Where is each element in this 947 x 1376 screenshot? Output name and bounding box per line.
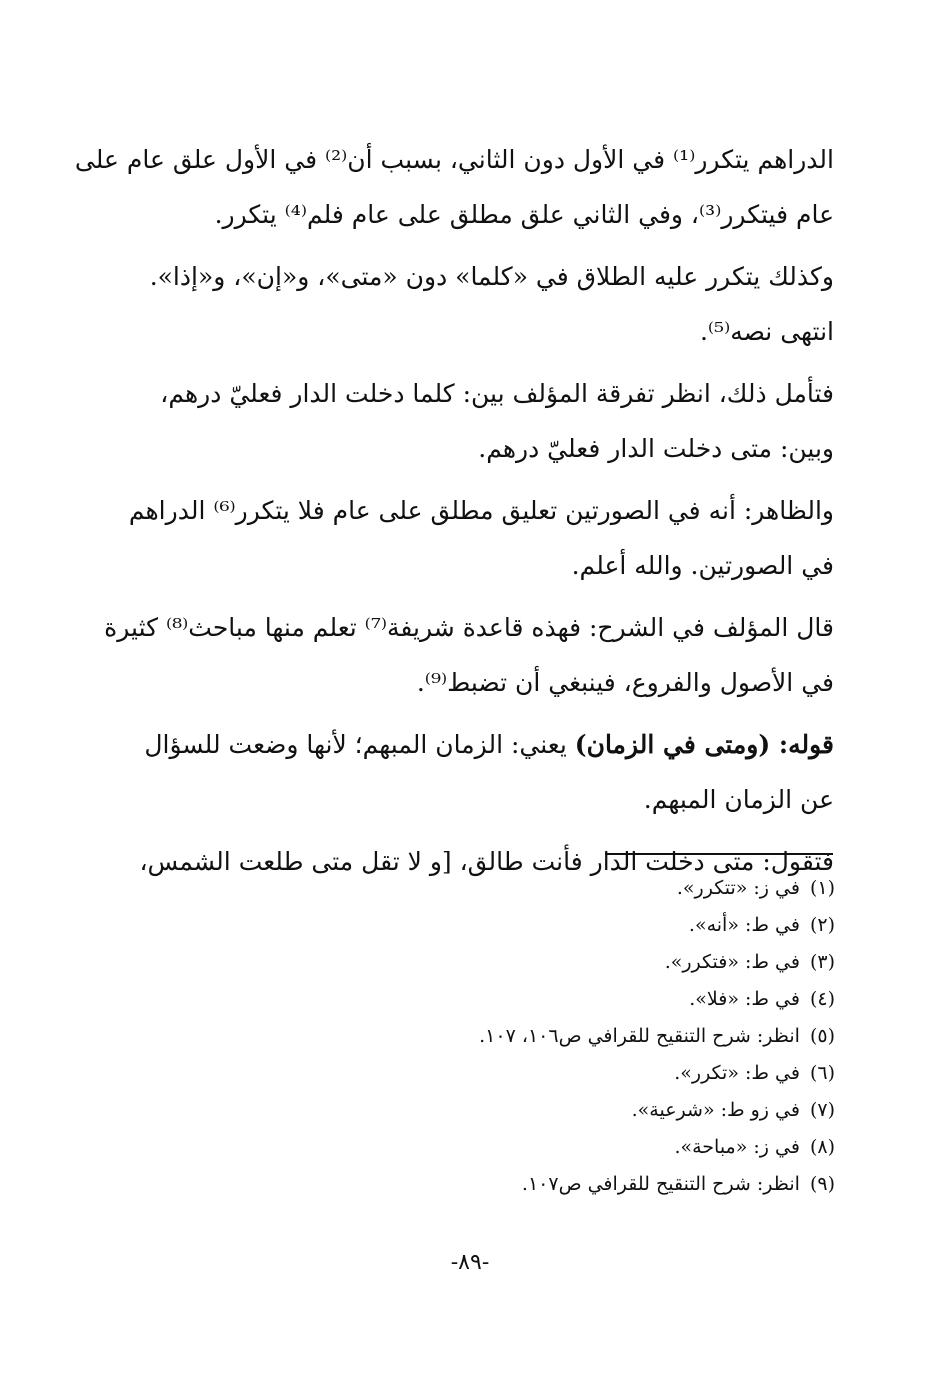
page-number: -٨٩- (450, 1250, 490, 1275)
footnote-item (380, 1166, 835, 1203)
text-line: في الصورتين. والله أعلم. (571, 551, 834, 580)
footnote-item (380, 870, 835, 907)
footnote-item (380, 1055, 835, 1092)
footnote-number: (٥) (809, 1025, 835, 1047)
footnote-item (380, 944, 835, 981)
footnote-text: في ط: «أنه». (688, 914, 800, 936)
footnote-text: انظر: شرح التنقيح للقرافي ص١٠٦، ١٠٧. (479, 1025, 800, 1047)
paragraph-5 (104, 600, 834, 710)
footnote-number: (٣) (809, 951, 835, 973)
footnote-number: (١) (809, 877, 835, 899)
text-line: انتهى نصه⁽⁵⁾. (699, 317, 834, 346)
footnote-number: (٤) (809, 988, 835, 1010)
text-line: وكذلك يتكرر عليه الطلاق في «كلما» دون «متى»، و«إن»، و«إذا». (149, 262, 834, 291)
footnote-item (380, 981, 835, 1018)
footnote-text: في ط: «فلا». (689, 988, 800, 1010)
footnote-text: في ز: «مباحة». (674, 1136, 800, 1158)
paragraph-6 (128, 717, 834, 827)
footnote-text: في ز: «تتكرر». (676, 877, 800, 899)
footnote-divider (605, 853, 833, 855)
paragraph-4 (128, 483, 834, 593)
footnote-number: (٨) (809, 1136, 835, 1158)
footnotes (380, 870, 835, 1203)
footnote-text: انظر: شرح التنقيح للقرافي ص١٠٧. (521, 1173, 800, 1195)
footnote-number: (٢) (809, 914, 835, 936)
paragraph-3 (128, 366, 834, 476)
text-line (128, 717, 834, 772)
footnote-number: (٩) (809, 1173, 835, 1195)
footnote-text: في زو ط: «شرعية». (631, 1099, 800, 1121)
paragraph-2 (128, 249, 834, 359)
footnote-item (380, 907, 835, 944)
text-run: يعني: الزمان المبهم؛ لأنها وضعت للسؤال (144, 730, 575, 759)
text-line: فتقول: متى دخلت الدار فأنت طالق، [و لا تقل متى طلعت الشمس، (139, 847, 834, 876)
main-text (74, 132, 834, 896)
text-line: في الأصول والفروع، فينبغي أن تضبط⁽⁹⁾. (416, 668, 834, 697)
bold-lead: قوله: (ومتى في الزمان) (574, 730, 834, 759)
footnote-text: في ط: «تكرر». (674, 1062, 800, 1084)
footnote-item (380, 1129, 835, 1166)
text-line: والظاهر: أنه في الصورتين تعليق مطلق على عام فلا يتكرر⁽⁶⁾ الدراهم (128, 496, 834, 525)
footnote-item (380, 1018, 835, 1055)
paragraph-1 (74, 132, 834, 242)
text-line: فتأمل ذلك، انظر تفرقة المؤلف بين: كلما دخلت الدار فعليّ درهم، (160, 379, 834, 408)
text-line: وبين: متى دخلت الدار فعليّ درهم. (478, 434, 834, 463)
footnote-item (380, 1092, 835, 1129)
footnote-number: (٦) (809, 1062, 835, 1084)
text-line: قال المؤلف في الشرح: فهذه قاعدة شريفة⁽⁷⁾ تعلم منها مباحث⁽⁸⁾ كثيرة (104, 613, 834, 642)
text-line: عام فيتكرر⁽³⁾، وفي الثاني علق مطلق على عام فلم⁽⁴⁾ يتكرر. (214, 200, 834, 229)
text-line: عن الزمان المبهم. (643, 785, 834, 814)
text-line: الدراهم يتكرر⁽¹⁾ في الأول دون الثاني، بسبب أن⁽²⁾ في الأول علق عام على (74, 145, 834, 174)
footnote-number: (٧) (809, 1099, 835, 1121)
footnote-text: في ط: «فتكرر». (664, 951, 800, 973)
